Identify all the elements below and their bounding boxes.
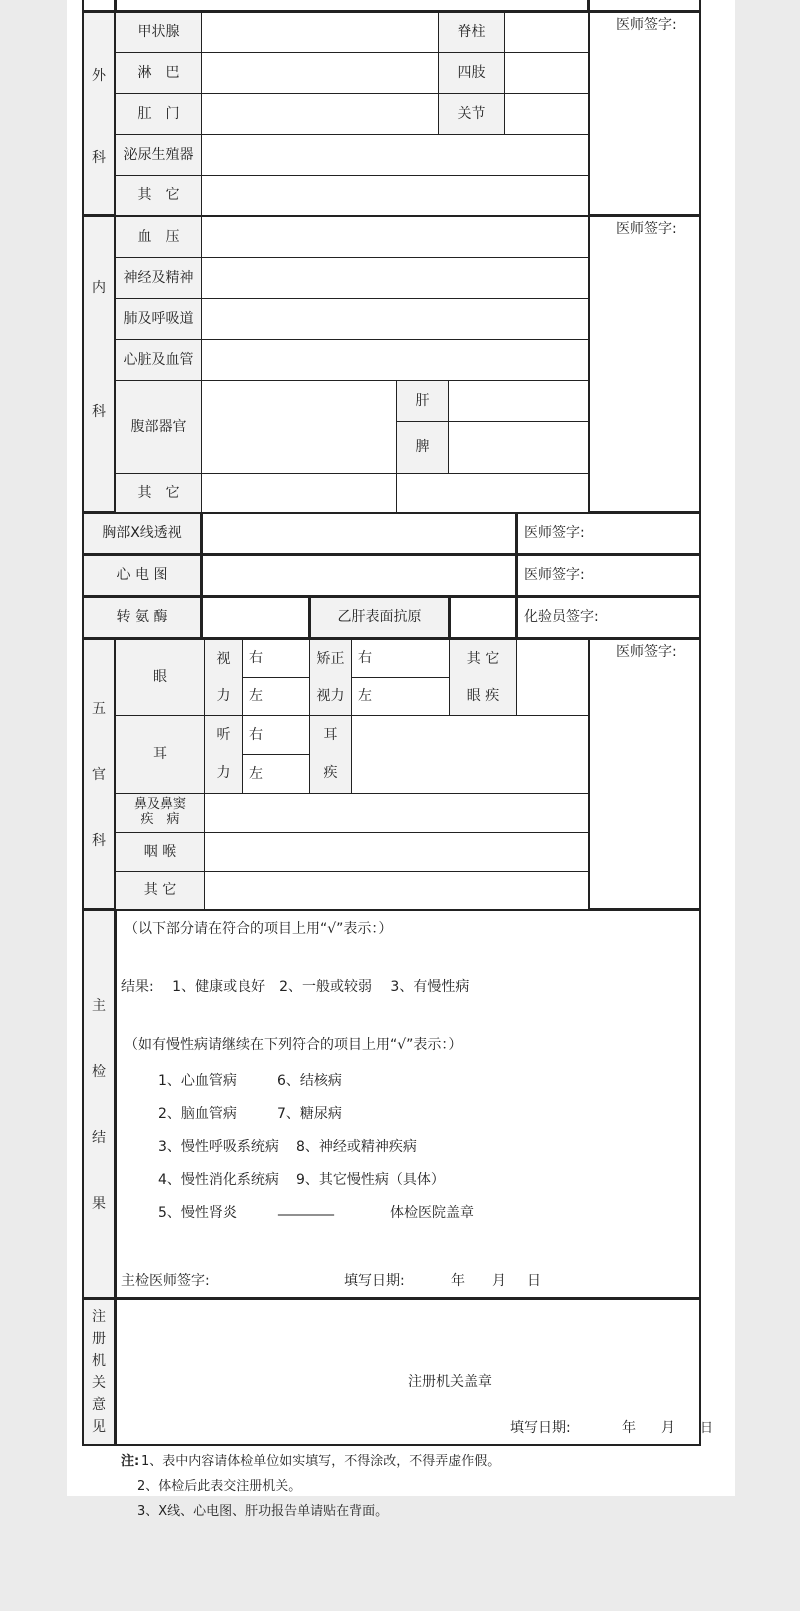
blood-pressure-field[interactable] <box>201 216 589 258</box>
registry-section-char: 注 <box>92 1309 106 1325</box>
disease-item: 1、心血管病 <box>158 1073 237 1089</box>
doctor-sign-label: 医师签字: <box>616 221 677 237</box>
nose-field[interactable] <box>204 793 589 833</box>
internal-section-char: 内 <box>92 280 106 296</box>
doctor-sign-label: 医师签字: <box>616 17 677 33</box>
vision-left-field[interactable] <box>242 677 310 716</box>
main-fill-date-label: 填写日期: <box>344 1273 405 1289</box>
disease-item: 9、其它慢性病（具体） <box>296 1172 445 1188</box>
xray-doctor-sign[interactable] <box>516 512 701 555</box>
joints-value-field[interactable] <box>504 93 589 135</box>
surgery-row-lymph: 淋 巴 <box>115 52 202 94</box>
disease-item: 8、神经或精神疾病 <box>296 1139 417 1155</box>
hbsag-label: 乙肝表面抗原 <box>309 596 450 639</box>
disease-item: 6、结核病 <box>277 1073 342 1089</box>
other-eye-label-bottom: 眼 疾 <box>449 677 517 716</box>
main-result-section-label <box>82 909 116 1299</box>
ent-other-field[interactable] <box>204 871 589 910</box>
hearing-left-field[interactable] <box>242 754 310 794</box>
surgery-row-thyroid: 甲状腺 <box>115 12 202 53</box>
urogenital-value-field[interactable] <box>201 134 589 176</box>
disease-item: 2、脑血管病 <box>158 1106 237 1122</box>
registry-seal-label: 注册机关盖章 <box>408 1374 492 1390</box>
surgery-section-label <box>82 11 116 216</box>
notes-prefix: 注: <box>121 1454 140 1469</box>
xray-field[interactable] <box>201 512 517 555</box>
anus-value-field[interactable] <box>201 93 439 135</box>
disease-item: 7、糖尿病 <box>277 1106 342 1122</box>
doctor-sign-label: 医师签字: <box>524 525 585 542</box>
ent-section-char: 科 <box>92 833 106 849</box>
main-result-section-char: 结 <box>92 1130 106 1146</box>
hbsag-field[interactable] <box>449 596 517 639</box>
liver-field[interactable] <box>448 380 589 422</box>
main-result-note1: （以下部分请在符合的项目上用“√”表示：） <box>124 921 393 937</box>
internal-other-field-b[interactable] <box>396 473 589 513</box>
note-item: 2、体检后此表交注册机关。 <box>137 1479 302 1494</box>
ent-section-char: 五 <box>92 701 106 717</box>
nose-label-line2: 疾 病 <box>140 812 180 827</box>
registry-section-char: 关 <box>92 1375 106 1391</box>
registry-fill-date-label: 填写日期: <box>510 1420 571 1436</box>
surgery-section-char: 科 <box>92 150 106 166</box>
limbs-value-field[interactable] <box>504 52 589 94</box>
disease-item: 5、慢性肾炎 <box>158 1205 237 1221</box>
internal-row-other: 其 它 <box>115 473 202 513</box>
lab-sign-label: 化验员签字: <box>524 609 599 626</box>
top-cut-row-mid <box>115 0 589 12</box>
main-result-section-char: 果 <box>92 1196 106 1212</box>
registry-section-char: 见 <box>92 1419 106 1435</box>
main-result-section-char: 检 <box>92 1064 106 1080</box>
main-date-year: 年 <box>451 1273 465 1289</box>
thyroid-value-field[interactable] <box>201 12 439 53</box>
nose-label-line1: 鼻及鼻窦 <box>133 797 186 813</box>
throat-label: 咽 喉 <box>115 832 205 872</box>
corrected-vision-label-bottom: 视力 <box>309 677 352 716</box>
registry-date-year: 年 <box>622 1420 636 1436</box>
registry-date-month: 月 <box>661 1420 675 1436</box>
surgery-spine-label: 脊柱 <box>438 12 505 53</box>
registry-section-char: 册 <box>92 1331 106 1347</box>
corrected-left-field[interactable] <box>351 677 450 716</box>
note-item: 1、表中内容请体检单位如实填写，不得涂改，不得弄虚作假。 <box>141 1454 501 1469</box>
ear-label: 耳 <box>115 715 205 794</box>
hearing-right-field[interactable] <box>242 715 310 755</box>
liver-label: 肝 <box>396 380 449 422</box>
neuro-field[interactable] <box>201 257 589 299</box>
other-eye-label-top: 其 它 <box>449 639 517 678</box>
eye-label: 眼 <box>115 639 205 716</box>
surgery-row-other: 其 它 <box>115 175 202 216</box>
xray-label: 胸部X线透视 <box>82 512 202 555</box>
right-label: 右 <box>358 650 372 667</box>
hearing-label-top: 听 <box>204 715 243 755</box>
surgery-joints-label: 关节 <box>438 93 505 135</box>
internal-row-heart: 心脏及血管 <box>115 339 202 381</box>
vision-label-bottom: 力 <box>204 677 243 716</box>
vision-right-field[interactable] <box>242 639 310 678</box>
left-label: 左 <box>249 765 263 782</box>
disease-item: 4、慢性消化系统病 <box>158 1172 279 1188</box>
right-label: 右 <box>249 650 263 667</box>
ecg-label: 心 电 图 <box>82 554 202 597</box>
nose-label <box>115 793 205 833</box>
main-date-day: 日 <box>527 1273 541 1289</box>
main-result-line: 结果: 1、健康或良好 2、一般或较弱 3、有慢性病 <box>121 979 470 995</box>
doctor-sign-label: 医师签字: <box>524 567 585 584</box>
lab-sign[interactable] <box>516 596 701 639</box>
ecg-doctor-sign[interactable] <box>516 554 701 597</box>
spleen-label: 脾 <box>396 421 449 474</box>
other-eye-field[interactable] <box>516 639 589 716</box>
registry-section-char: 意 <box>92 1397 106 1413</box>
vision-label-top: 视 <box>204 639 243 678</box>
ent-doctor-sign[interactable] <box>588 638 701 910</box>
ent-other-label: 其 它 <box>115 871 205 910</box>
ecg-field[interactable] <box>201 554 517 597</box>
internal-other-field-a[interactable] <box>201 473 397 513</box>
left-label: 左 <box>358 688 372 705</box>
lung-field[interactable] <box>201 298 589 340</box>
ear-disease-field[interactable] <box>351 715 589 794</box>
internal-row-abdomen: 腹部器官 <box>115 380 202 474</box>
internal-row-lung: 肺及呼吸道 <box>115 298 202 340</box>
throat-field[interactable] <box>204 832 589 872</box>
abdomen-field[interactable] <box>201 380 397 474</box>
corrected-vision-label-top: 矫正 <box>309 639 352 678</box>
surgery-row-anus: 肛 门 <box>115 93 202 135</box>
right-label: 右 <box>249 726 263 743</box>
surgery-section-char: 外 <box>92 68 106 84</box>
chief-doctor-sign-label: 主检医师签字: <box>121 1273 210 1289</box>
surgery-row-urogenital: 泌尿生殖器 <box>115 134 202 176</box>
main-result-note2: （如有慢性病请继续在下列符合的项目上用“√”表示：） <box>124 1037 463 1053</box>
enzyme-field[interactable] <box>201 596 310 639</box>
registry-section-char: 机 <box>92 1353 106 1369</box>
disease-item: 3、慢性呼吸系统病 <box>158 1139 279 1155</box>
lymph-value-field[interactable] <box>201 52 439 94</box>
hearing-label-bottom: 力 <box>204 754 243 794</box>
ear-disease-label-top: 耳 <box>309 715 352 755</box>
internal-row-blood-pressure: 血 压 <box>115 216 202 258</box>
surgery-limbs-label: 四肢 <box>438 52 505 94</box>
heart-field[interactable] <box>201 339 589 381</box>
spine-value-field[interactable] <box>504 12 589 53</box>
ear-disease-label-bottom: 疾 <box>309 754 352 794</box>
internal-row-neuro: 神经及精神 <box>115 257 202 299</box>
internal-section-char: 科 <box>92 404 106 420</box>
internal-doctor-sign[interactable] <box>588 215 701 513</box>
note-item: 3、X线、心电图、肝功报告单请贴在背面。 <box>137 1504 389 1519</box>
ent-section-char: 官 <box>92 767 106 783</box>
left-label: 左 <box>249 688 263 705</box>
registry-date-day: 日 <box>700 1421 714 1436</box>
internal-section-label <box>82 215 116 513</box>
spleen-field[interactable] <box>448 421 589 474</box>
corrected-right-field[interactable] <box>351 639 450 678</box>
doctor-sign-label: 医师签字: <box>616 644 677 660</box>
main-date-month: 月 <box>492 1273 506 1289</box>
disease-blank-line[interactable]: ________ <box>278 1200 334 1216</box>
surgery-doctor-sign[interactable] <box>588 11 701 216</box>
main-result-section-char: 主 <box>92 998 106 1014</box>
hospital-seal-label: 体检医院盖章 <box>390 1205 474 1221</box>
enzyme-label: 转 氨 酶 <box>82 596 202 639</box>
surgery-other-value-field[interactable] <box>201 175 589 216</box>
